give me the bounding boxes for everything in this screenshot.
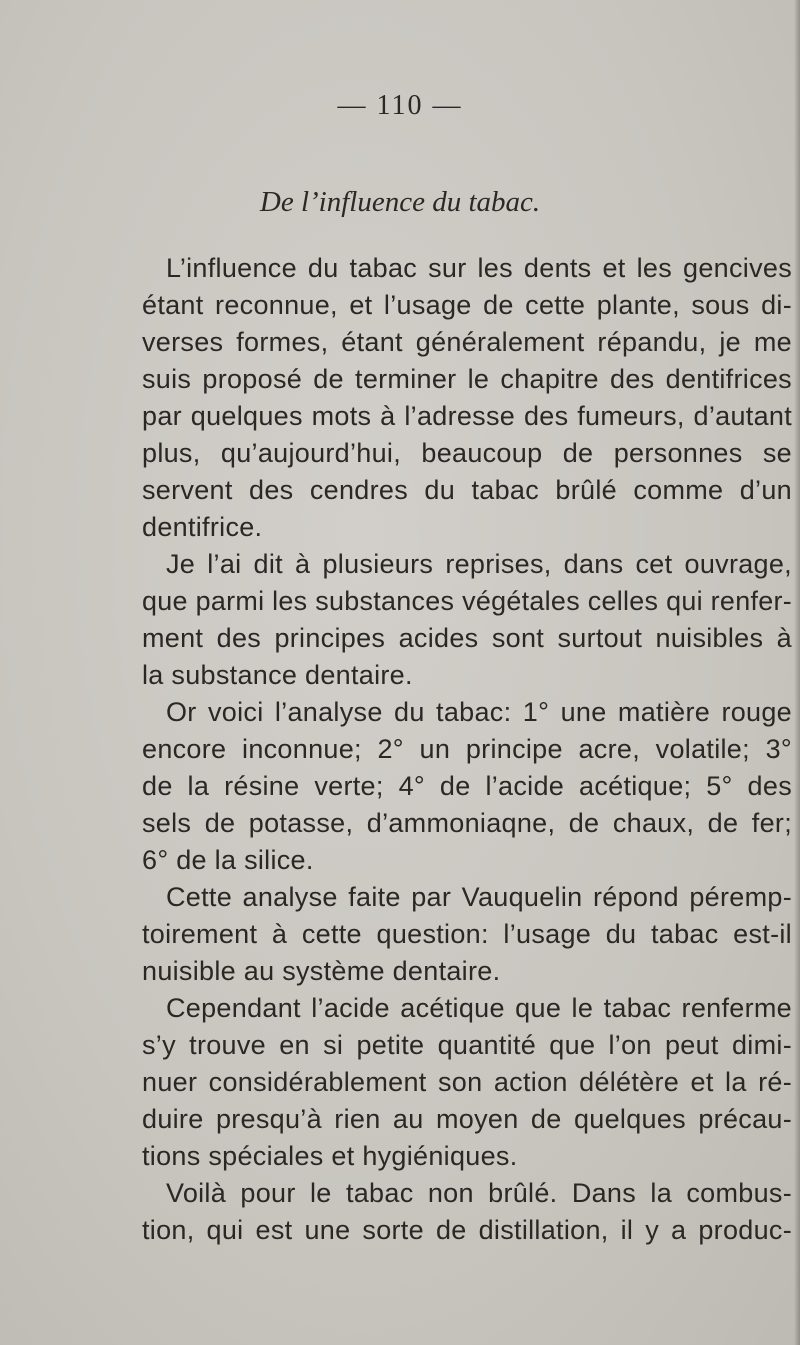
text-line: encore inconnue; 2° un principe acre, volatile; 3° bbox=[142, 734, 792, 764]
text-line: Cette analyse faite par Vauquelin répond péremp- bbox=[166, 882, 792, 912]
text-line: tion, qui est une sorte de distillation, il y a produc- bbox=[142, 1215, 792, 1245]
text-line: servent des cendres du tabac brûlé comme d’un bbox=[142, 475, 792, 505]
text-line: 6° de la silice. bbox=[142, 845, 314, 875]
text-line: verses formes, étant généralement répandu, je me bbox=[142, 327, 792, 357]
text-line: Voilà pour le tabac non brûlé. Dans la combus- bbox=[166, 1178, 792, 1208]
text-line: ment des principes acides sont surtout nuisibles à bbox=[142, 623, 792, 653]
text-line: suis proposé de terminer le chapitre des dentifrices bbox=[142, 364, 792, 394]
text-line: Cependant l’acide acétique que le tabac renferme bbox=[166, 993, 792, 1023]
text-line: la substance dentaire. bbox=[142, 660, 413, 690]
text-line: de la résine verte; 4° de l’acide acétique; 5° des bbox=[142, 771, 792, 801]
text-line: nuer considérablement son action délétère et la ré- bbox=[142, 1067, 792, 1097]
text-line: s’y trouve en si petite quantité que l’on peut dimi- bbox=[142, 1030, 792, 1060]
text-line: sels de potasse, d’ammoniaqne, de chaux, de fer; bbox=[142, 808, 792, 838]
text-line: que parmi les substances végétales celles qui renfer- bbox=[142, 586, 793, 616]
text-line: Or voici l’analyse du tabac: 1° une matière rouge bbox=[166, 697, 792, 727]
text-line: tions spéciales et hygiéniques. bbox=[142, 1141, 518, 1171]
text-line: par quelques mots à l’adresse des fumeurs, d’autant bbox=[142, 401, 792, 431]
text-line: toirement à cette question: l’usage du tabac est-il bbox=[142, 919, 792, 949]
text-line: Je l’ai dit à plusieurs reprises, dans cet ouvrage, bbox=[166, 549, 792, 579]
text-line: nuisible au système dentaire. bbox=[142, 956, 501, 986]
page-number: — 110 — bbox=[337, 90, 463, 121]
text-line: plus, qu’aujourd’hui, beaucoup de personnes se bbox=[142, 438, 792, 468]
section-heading: De l’influence du tabac. bbox=[259, 186, 541, 218]
text-line: étant reconnue, et l’usage de cette plante, sous di- bbox=[142, 290, 792, 320]
text-line: L’influence du tabac sur les dents et les gencives bbox=[166, 253, 792, 283]
page-edge-shadow bbox=[794, 0, 800, 1345]
text-line: dentifrice. bbox=[142, 512, 263, 542]
text-line: duire presqu’à rien au moyen de quelques précau- bbox=[142, 1104, 792, 1134]
body-text bbox=[142, 250, 792, 1249]
